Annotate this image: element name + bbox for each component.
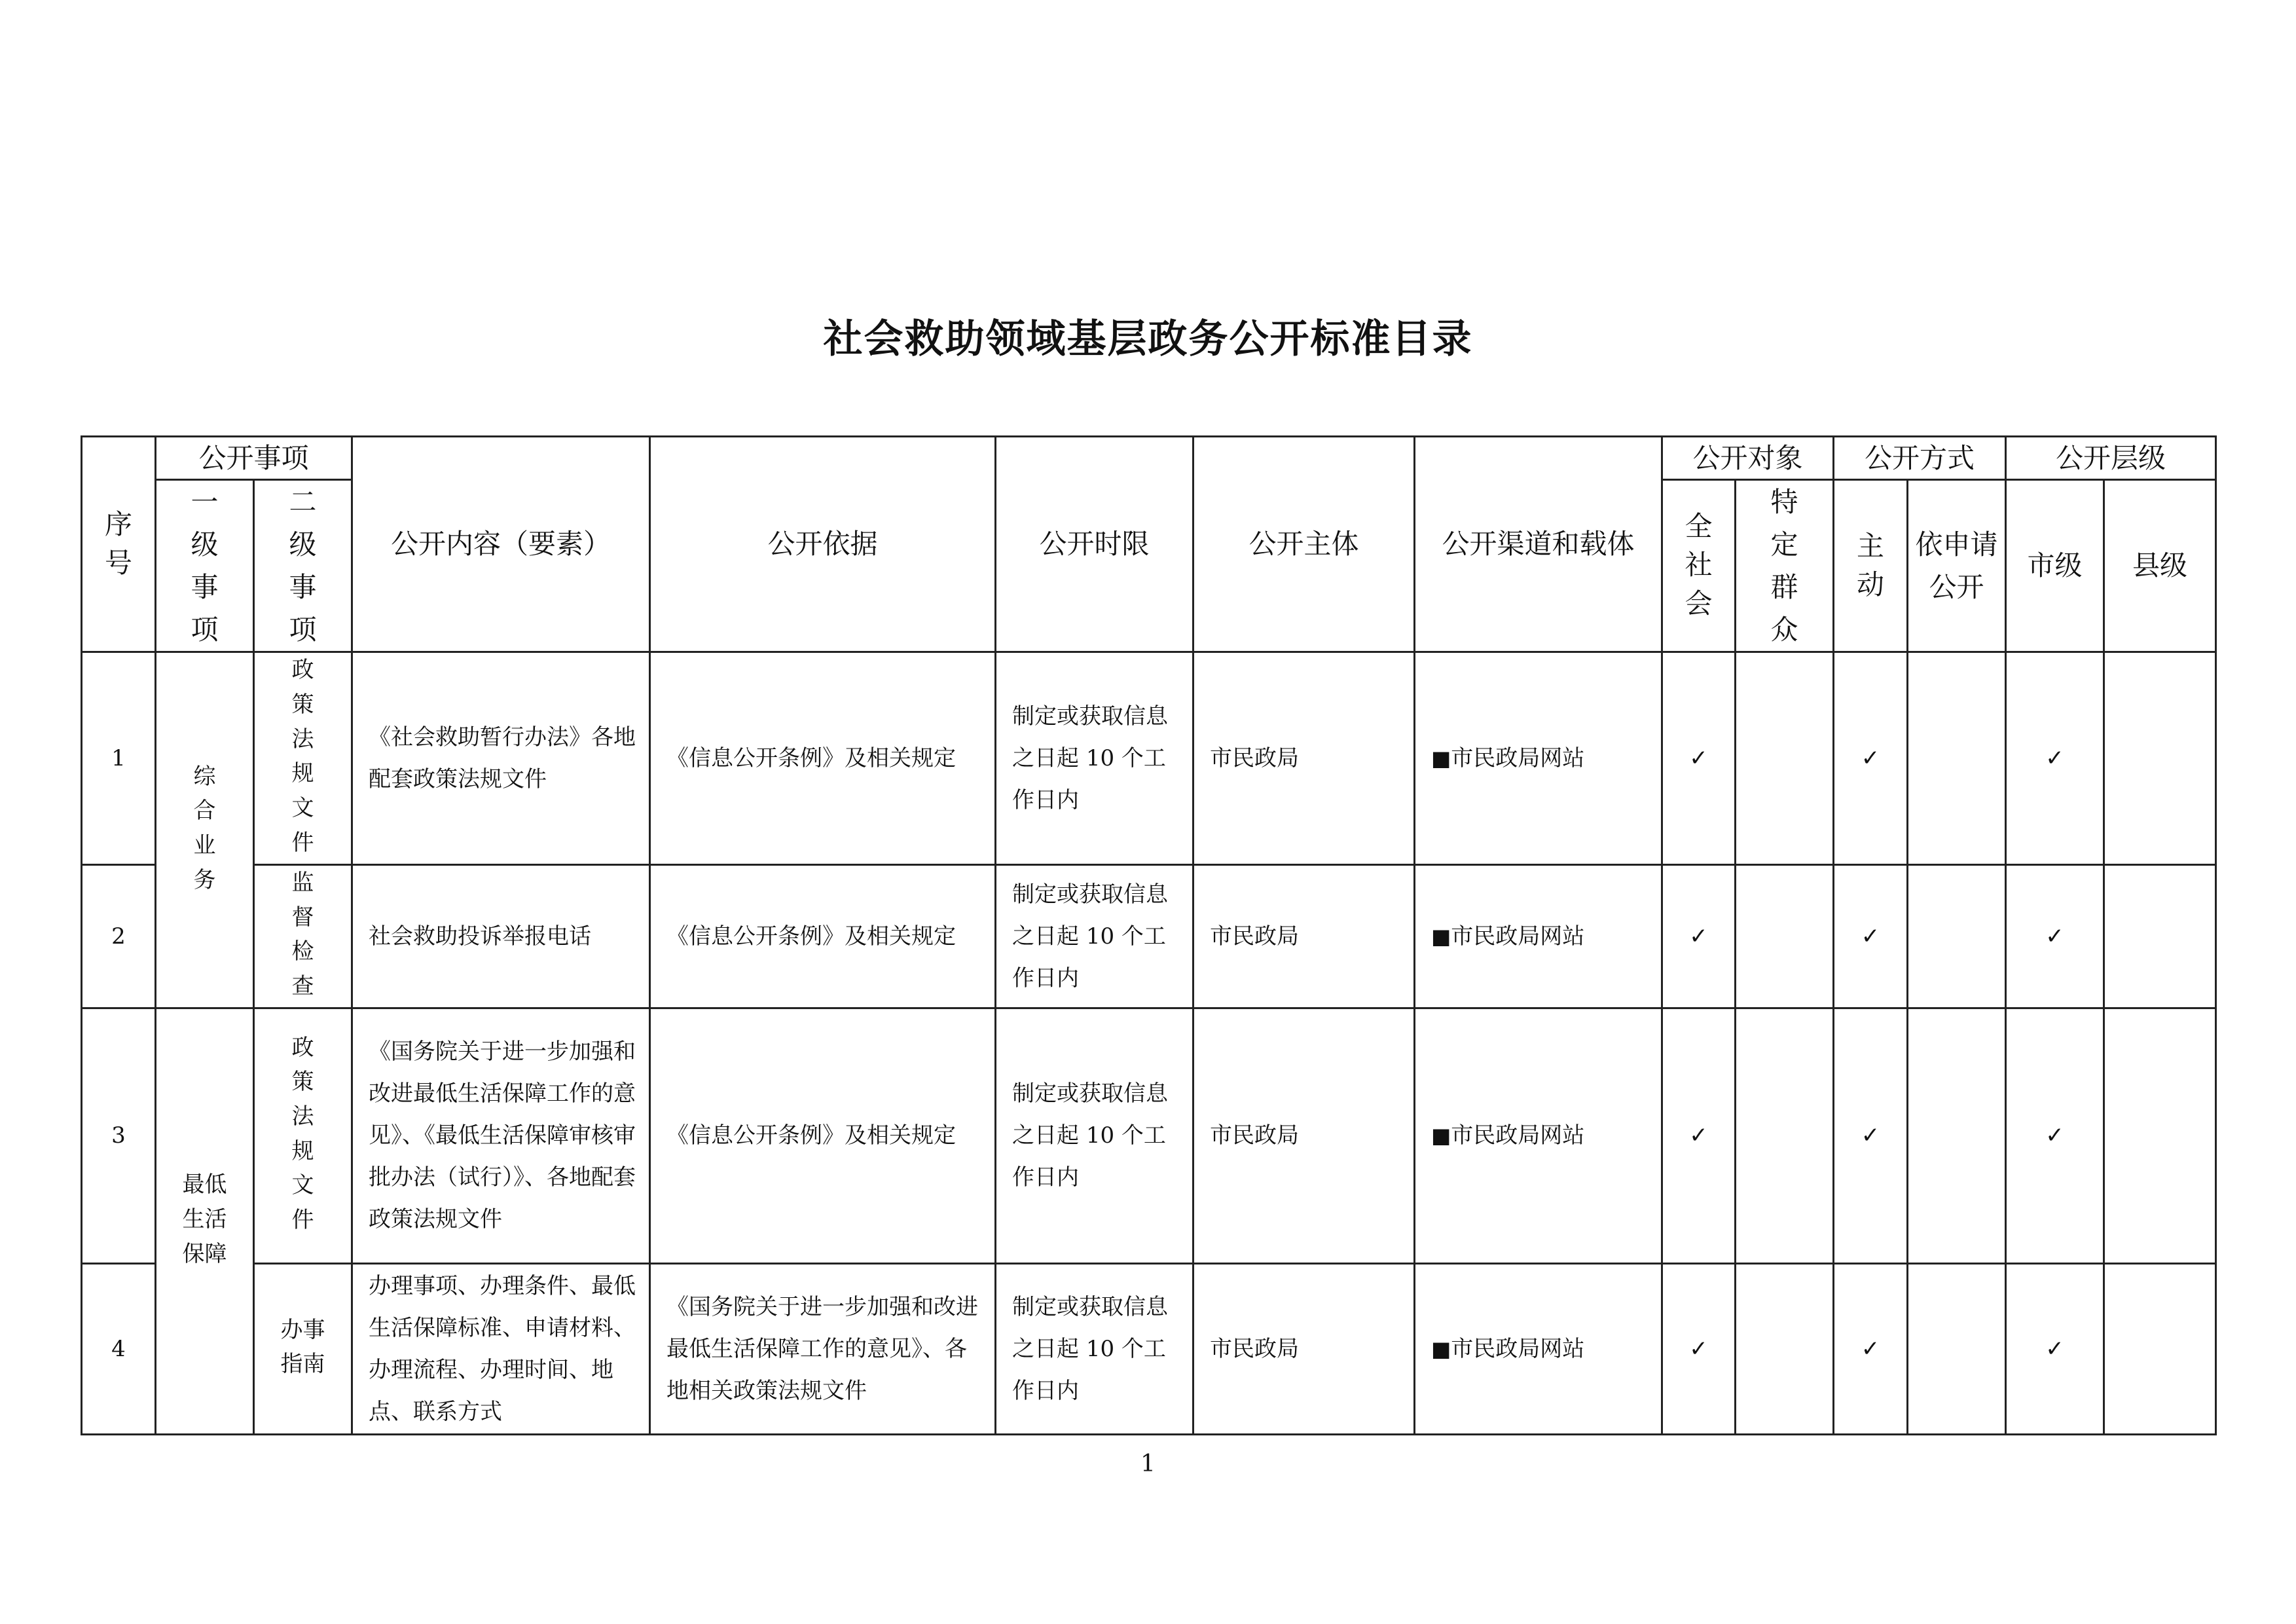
catalog-table (81, 435, 2217, 1435)
cell-county (2104, 1008, 2216, 1263)
header-subject: 公开主体 (1194, 437, 1415, 652)
check-icon: ✓ (2006, 652, 2104, 864)
cell-on-request (1908, 1008, 2006, 1263)
row-channel: ■市民政局网站 (1415, 1263, 1662, 1434)
header-content: 公开内容（要素） (352, 437, 650, 652)
header-seq: 序号 (82, 437, 156, 652)
page-number: 1 (1140, 1450, 1156, 1477)
check-icon: ✓ (1662, 864, 1736, 1008)
cell-on-request (1908, 652, 2006, 864)
row-level2: 政策法规文件 (254, 1008, 352, 1263)
row-level1: 最低生活保障 (156, 1008, 254, 1434)
header-specific-groups: 特定群众 (1736, 480, 1834, 652)
row-seq: 3 (82, 1008, 156, 1263)
cell-on-request (1908, 864, 2006, 1008)
header-on-request: 依申请公开 (1908, 480, 2006, 652)
cell-county (2104, 864, 2216, 1008)
row-channel: ■市民政局网站 (1415, 864, 1662, 1008)
cell-specific-groups (1736, 1263, 1834, 1434)
header-level: 公开层级 (2006, 437, 2216, 480)
cell-on-request (1908, 1263, 2006, 1434)
check-icon: ✓ (2006, 1008, 2104, 1263)
check-icon: ✓ (2006, 864, 2104, 1008)
row-seq: 4 (82, 1263, 156, 1434)
row-subject: 市民政局 (1194, 1008, 1415, 1263)
row-time-limit: 制定或获取信息之日起 10 个工作日内 (996, 652, 1194, 864)
square-bullet-icon: ■ (1431, 1336, 1451, 1361)
check-icon: ✓ (2006, 1263, 2104, 1434)
row-basis: 《信息公开条例》及相关规定 (650, 652, 996, 864)
table-row (82, 652, 2216, 864)
row-time-limit: 制定或获取信息之日起 10 个工作日内 (996, 1263, 1194, 1434)
cell-specific-groups (1736, 1008, 1834, 1263)
row-channel: ■市民政局网站 (1415, 652, 1662, 864)
cell-specific-groups (1736, 864, 1834, 1008)
check-icon: ✓ (1834, 1008, 1908, 1263)
row-basis: 《国务院关于进一步加强和改进最低生活保障工作的意见》、各地相关政策法规文件 (650, 1263, 996, 1434)
header-time-limit: 公开时限 (996, 437, 1194, 652)
check-icon: ✓ (1662, 1008, 1736, 1263)
row-level2: 政策法规文件 (254, 652, 352, 864)
row-basis: 《信息公开条例》及相关规定 (650, 864, 996, 1008)
square-bullet-icon: ■ (1431, 1123, 1451, 1149)
cell-county (2104, 1263, 2216, 1434)
row-subject: 市民政局 (1194, 652, 1415, 864)
row-content: 社会救助投诉举报电话 (352, 864, 650, 1008)
square-bullet-icon: ■ (1431, 746, 1451, 771)
row-time-limit: 制定或获取信息之日起 10 个工作日内 (996, 864, 1194, 1008)
square-bullet-icon: ■ (1431, 923, 1451, 949)
table-row (82, 1008, 2216, 1263)
table-row (82, 1263, 2216, 1434)
header-matters: 公开事项 (156, 437, 352, 480)
row-content: 办理事项、办理条件、最低生活保障标准、申请材料、办理流程、办理时间、地点、联系方式 (352, 1263, 650, 1434)
row-level2: 办事指南 (254, 1263, 352, 1434)
header-channel: 公开渠道和载体 (1415, 437, 1662, 652)
check-icon: ✓ (1834, 1263, 1908, 1434)
row-time-limit: 制定或获取信息之日起 10 个工作日内 (996, 1008, 1194, 1263)
row-content: 《国务院关于进一步加强和改进最低生活保障工作的意见》、《最低生活保障审核审批办法（试行）》、各地配套政策法规文件 (352, 1008, 650, 1263)
header-county: 县级 (2104, 480, 2216, 652)
header-active: 主动 (1834, 480, 1908, 652)
check-icon: ✓ (1662, 652, 1736, 864)
row-content: 《社会救助暂行办法》各地配套政策法规文件 (352, 652, 650, 864)
row-subject: 市民政局 (1194, 1263, 1415, 1434)
check-icon: ✓ (1662, 1263, 1736, 1434)
header-level1: 一级事项 (156, 480, 254, 652)
table-row (82, 864, 2216, 1008)
header-audience: 公开对象 (1662, 437, 1834, 480)
check-icon: ✓ (1834, 652, 1908, 864)
row-basis: 《信息公开条例》及相关规定 (650, 1008, 996, 1263)
row-channel: ■市民政局网站 (1415, 1008, 1662, 1263)
cell-county (2104, 652, 2216, 864)
check-icon: ✓ (1834, 864, 1908, 1008)
row-seq: 2 (82, 864, 156, 1008)
header-basis: 公开依据 (650, 437, 996, 652)
header-method: 公开方式 (1834, 437, 2006, 480)
row-subject: 市民政局 (1194, 864, 1415, 1008)
row-level1: 综合业务 (156, 652, 254, 1008)
header-city: 市级 (2006, 480, 2104, 652)
row-seq: 1 (82, 652, 156, 864)
header-all-society: 全社会 (1662, 480, 1736, 652)
row-level2: 监督检查 (254, 864, 352, 1008)
page-title: 社会救助领域基层政务公开标准目录 (823, 316, 1473, 362)
header-level2: 二级事项 (254, 480, 352, 652)
cell-specific-groups (1736, 652, 1834, 864)
